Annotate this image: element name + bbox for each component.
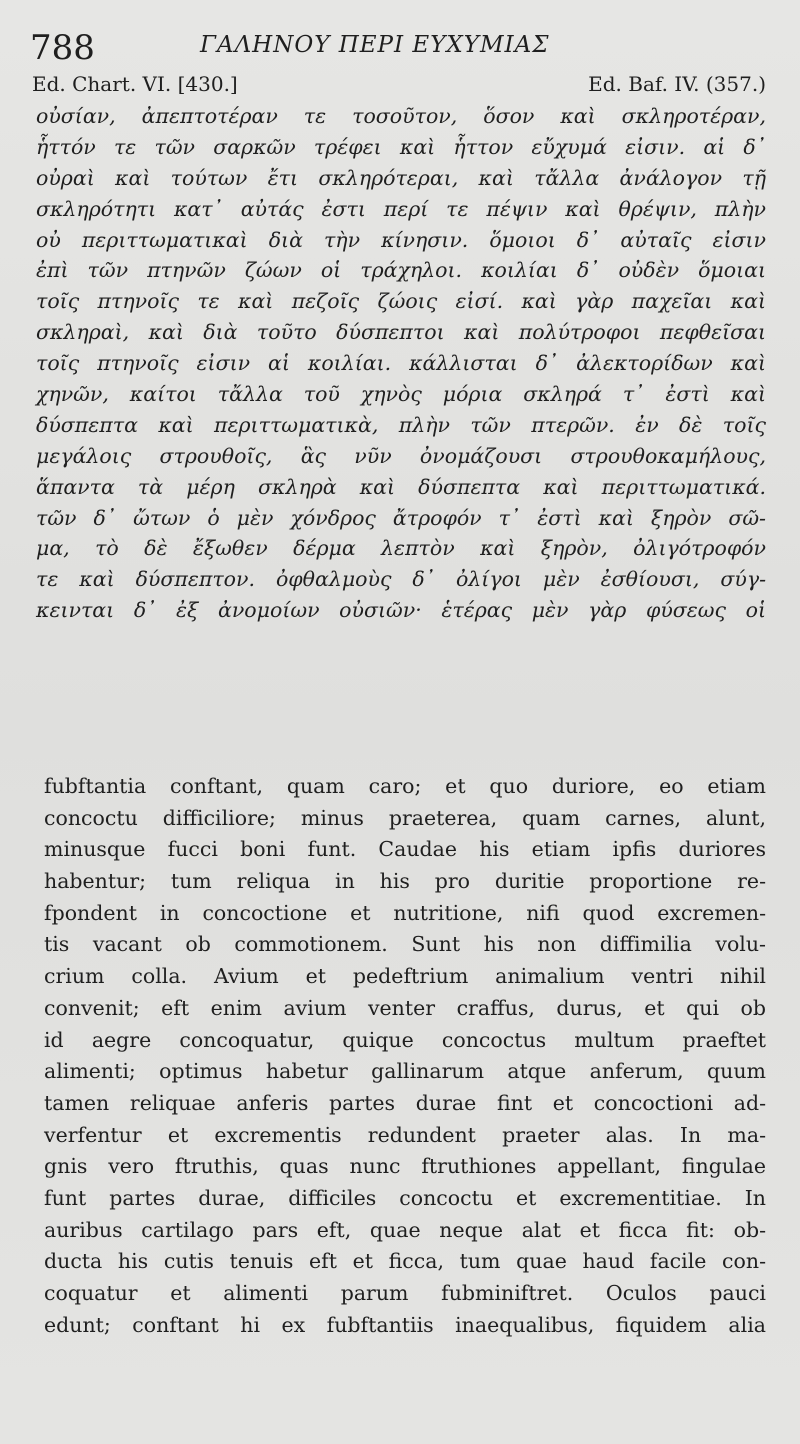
greek-line: τοῖς πτηνοῖς τε καὶ πεζοῖς ζώοις εἰσί. καὶ γὰρ παχεῖαι καὶ bbox=[36, 289, 766, 314]
greek-line: οὐσίαν, ἀπεπτοτέραν τε τοσοῦτον, ὅσον καὶ σκληροτέραν, bbox=[36, 104, 766, 128]
latin-line: funt partes durae, difficiles concoctu et excrementitiae. In bbox=[44, 1185, 766, 1210]
greek-line: μεγάλοις στρουθοῖς, ἃς νῦν ὀνομάζουσι στρουθοκαμήλους, bbox=[36, 443, 766, 468]
latin-line: crium colla. Avium et pedeftrium animalium ventri nihil bbox=[44, 964, 766, 989]
greek-line: κεινται δ᾽ ἐξ ἀνομοίων οὐσιῶν· ἑτέρας μὲν γὰρ φύσεως οἱ bbox=[36, 598, 766, 623]
edition-reference-line bbox=[32, 72, 766, 100]
latin-line: alimenti; optimus habetur gallinarum atque anferum, quum bbox=[44, 1059, 766, 1084]
edition-chart-reference: Ed. Chart. VI. [430.] bbox=[32, 72, 238, 96]
latin-line: verfentur et excrementis redundent praeter alas. In ma- bbox=[44, 1122, 766, 1147]
greek-line: σκληραὶ, καὶ διὰ τοῦτο δύσπεπτοι καὶ πολύτροφοι πεφθεῖσαι bbox=[36, 320, 766, 345]
greek-line: ἧττόν τε τῶν σαρκῶν τρέφει καὶ ἧττον εὔχυμά εἰσιν. αἱ δ᾽ bbox=[36, 134, 766, 159]
greek-line: χηνῶν, καίτοι τἄλλα τοῦ χηνὸς μόρια σκληρά τ᾽ ἐστὶ καὶ bbox=[36, 382, 766, 407]
greek-line: οὐραὶ καὶ τούτων ἔτι σκληρότεραι, καὶ τἄλλα ἀνάλογον τῇ bbox=[36, 165, 766, 190]
latin-line: convenit; eft enim avium venter craffus, durus, et qui ob bbox=[44, 995, 766, 1020]
latin-line: tamen reliquae anferis partes durae fint et concoctioni ad- bbox=[44, 1090, 766, 1115]
latin-line: edunt; conftant hi ex fubftantiis inaequalibus, fiquidem alia bbox=[44, 1312, 766, 1337]
page-header bbox=[30, 28, 770, 68]
latin-line: auribus cartilago pars eft, quae neque alat et ficca fit: ob- bbox=[44, 1217, 766, 1242]
greek-line: ἐπὶ τῶν πτηνῶν ζώων οἱ τράχηλοι. κοιλίαι δ᾽ οὐδὲν ὅμοιαι bbox=[36, 258, 766, 283]
latin-line: gnis vero ftruthis, quas nunc ftruthiones appellant, fingulae bbox=[44, 1154, 766, 1179]
latin-line: habentur; tum reliqua in his pro duritie proportione re- bbox=[44, 869, 766, 894]
latin-line: id aegre concoquatur, quique concoctus multum praeftet bbox=[44, 1027, 766, 1052]
greek-line: σκληρότητι κατ᾽ αὐτάς ἐστι περί τε πέψιν καὶ θρέψιν, πλὴν bbox=[36, 196, 766, 221]
greek-line: μα, τὸ δὲ ἔξωθεν δέρμα λεπτὸν καὶ ξηρὸν, ὀλιγότροφόν bbox=[36, 536, 766, 561]
greek-line: οὐ περιττωματικαὶ διὰ τὴν κίνησιν. ὅμοιοι δ᾽ αὐταῖς εἰσιν bbox=[36, 227, 766, 252]
latin-line: fpondent in concoctione et nutritione, nifi quod excremen- bbox=[44, 900, 766, 925]
greek-line: τῶν δ᾽ ὤτων ὁ μὲν χόνδρος ἄτροφόν τ᾽ ἐστὶ καὶ ξηρὸν σῶ- bbox=[36, 505, 766, 530]
greek-line: τε καὶ δύσπεπτον. ὀφθαλμοὺς δ᾽ ὀλίγοι μὲν ἐσθίουσι, σύγ- bbox=[36, 567, 766, 592]
greek-line: ἅπαντα τὰ μέρη σκληρὰ καὶ δύσπεπτα καὶ περιττωματικά. bbox=[36, 474, 766, 499]
latin-line: coquatur et alimenti parum fubminiftret. Oculos pauci bbox=[44, 1281, 766, 1305]
latin-line: fubftantia conftant, quam caro; et quo duriore, eo etiam bbox=[44, 774, 766, 798]
greek-text-block bbox=[36, 101, 766, 626]
latin-line: minusque fucci boni funt. Caudae his etiam ipfis duriores bbox=[44, 837, 766, 862]
latin-text-block bbox=[44, 771, 766, 1341]
latin-line: ducta his cutis tenuis eft et ficca, tum quae haud facile con- bbox=[44, 1249, 766, 1274]
latin-line: concoctu difficiliore; minus praeterea, quam carnes, alunt, bbox=[44, 805, 766, 830]
greek-line: τοῖς πτηνοῖς εἰσιν αἱ κοιλίαι. κάλλισται δ᾽ ἀλεκτορίδων καὶ bbox=[36, 351, 766, 376]
edition-basel-reference: Ed. Baf. IV. (357.) bbox=[588, 72, 766, 96]
latin-line: tis vacant ob commotionem. Sunt his non diffimilia volu- bbox=[44, 932, 766, 957]
greek-line: δύσπεπτα καὶ περιττωματικὰ, πλὴν τῶν πτερῶν. ἐν δὲ τοῖς bbox=[36, 412, 766, 437]
running-head: ΓΑΛΗΝΟΥ ΠΕΡΙ ΕΥΧΥΜΙΑΣ bbox=[200, 32, 550, 58]
page-number: 788 bbox=[30, 28, 95, 68]
